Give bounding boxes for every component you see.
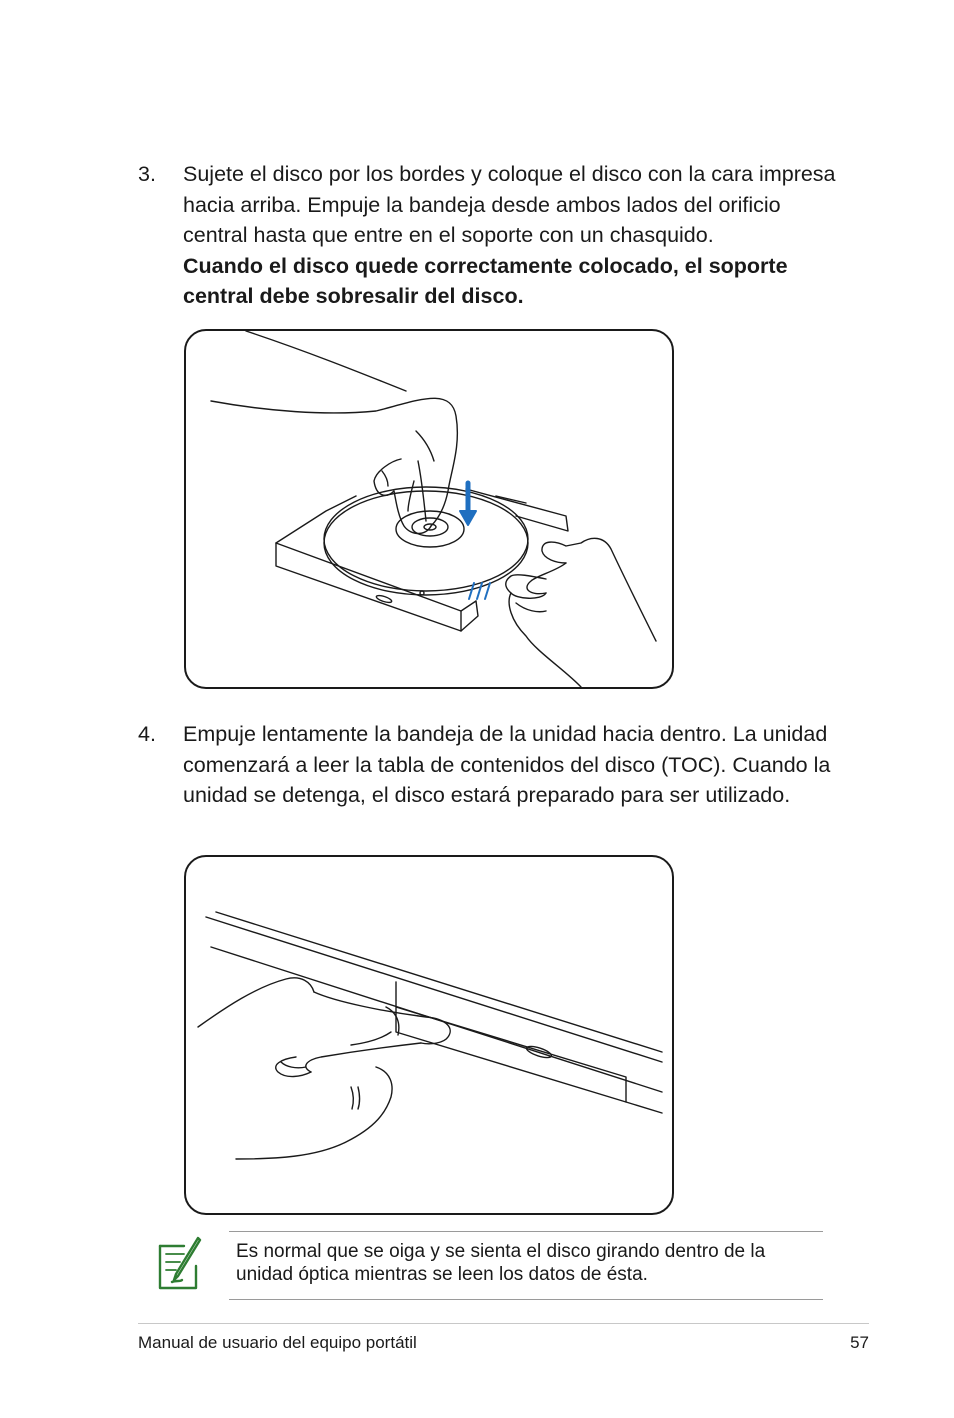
step-number: 3. xyxy=(138,162,156,186)
note-top-rule xyxy=(229,1231,823,1232)
note-pencil-icon xyxy=(156,1236,204,1290)
note-bottom-rule xyxy=(229,1299,823,1300)
step-bold-text: Cuando el disco quede correctamente colocado, el soporte central debe sobresalir del disco. xyxy=(183,253,788,309)
close-tray-illustration xyxy=(184,855,674,1215)
step-body xyxy=(183,159,838,312)
step-text: Empuje lentamente la bandeja de la unidad hacia dentro. La unidad comenzará a leer la tabla de contenidos del disco (TOC). Cuando la unidad se detenga, el disco estará preparado para ser utilizado. xyxy=(183,722,831,808)
footer-title: Manual de usuario del equipo portátil xyxy=(138,1333,417,1352)
step-3 xyxy=(138,159,838,312)
page-number: 57 xyxy=(850,1333,869,1352)
step-4 xyxy=(138,719,838,811)
step-body xyxy=(183,719,838,811)
step-text: Sujete el disco por los bordes y coloque el disco con la cara impresa hacia arriba. Empuje la bandeja desde ambos lados del orificio central hasta que entre en el soporte con un chasquido. xyxy=(183,162,836,248)
insert-disc-illustration xyxy=(184,329,674,689)
note-text: Es normal que se oiga y se sienta el disco girando dentro de la unidad óptica mientras se leen los datos de ésta. xyxy=(236,1241,766,1285)
step-number: 4. xyxy=(138,722,156,746)
footer-rule xyxy=(138,1323,869,1324)
